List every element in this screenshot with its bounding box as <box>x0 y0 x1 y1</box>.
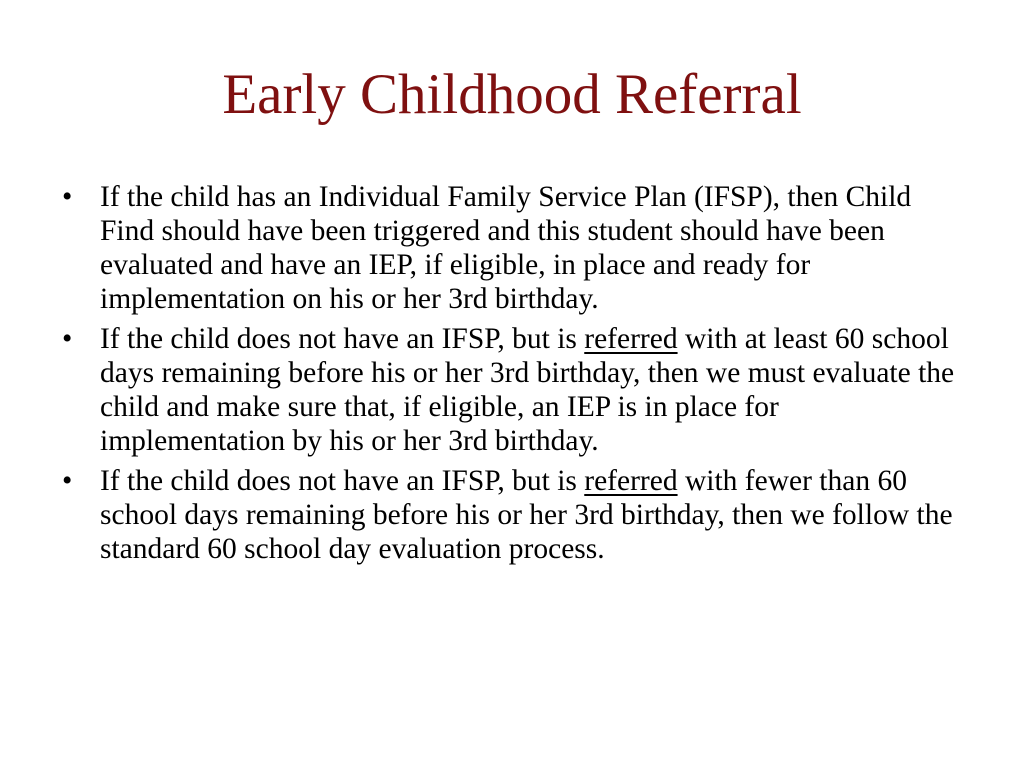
bullet-item-ifsp <box>62 180 967 316</box>
bullet-text-start: If the child does not have an IFSP, but is <box>100 465 585 497</box>
bullet-list <box>62 180 967 572</box>
bullet-icon: • <box>62 465 73 497</box>
bullet-item-referred-under-60 <box>62 464 967 566</box>
bullet-text-end: with fewer than 60 school days remaining before his or her 3rd birthday, then we follow the standard 60 school day evaluation process. <box>100 465 953 565</box>
underlined-term: referred <box>584 323 678 355</box>
bullet-icon: • <box>62 181 73 213</box>
bullet-icon: • <box>62 323 73 355</box>
slide-title: Early Childhood Referral <box>222 63 802 126</box>
bullet-text-end: with at least 60 school days remaining before his or her 3rd birthday, then we must evaluate the child and make sure that, if eligible, an IEP is in place for implementation by his or her 3rd birthday. <box>100 323 955 457</box>
bullet-text-start: If the child does not have an IFSP, but is <box>100 323 585 355</box>
underlined-term: referred <box>584 465 678 497</box>
bullet-text: If the child has an Individual Family Service Plan (IFSP), then Child Find should have been triggered and this student should have been evaluated and have an IEP, if eligible, in place and ready for implementation on his or her 3rd birthday. <box>100 181 912 315</box>
bullet-item-referred-60-plus <box>62 322 967 458</box>
